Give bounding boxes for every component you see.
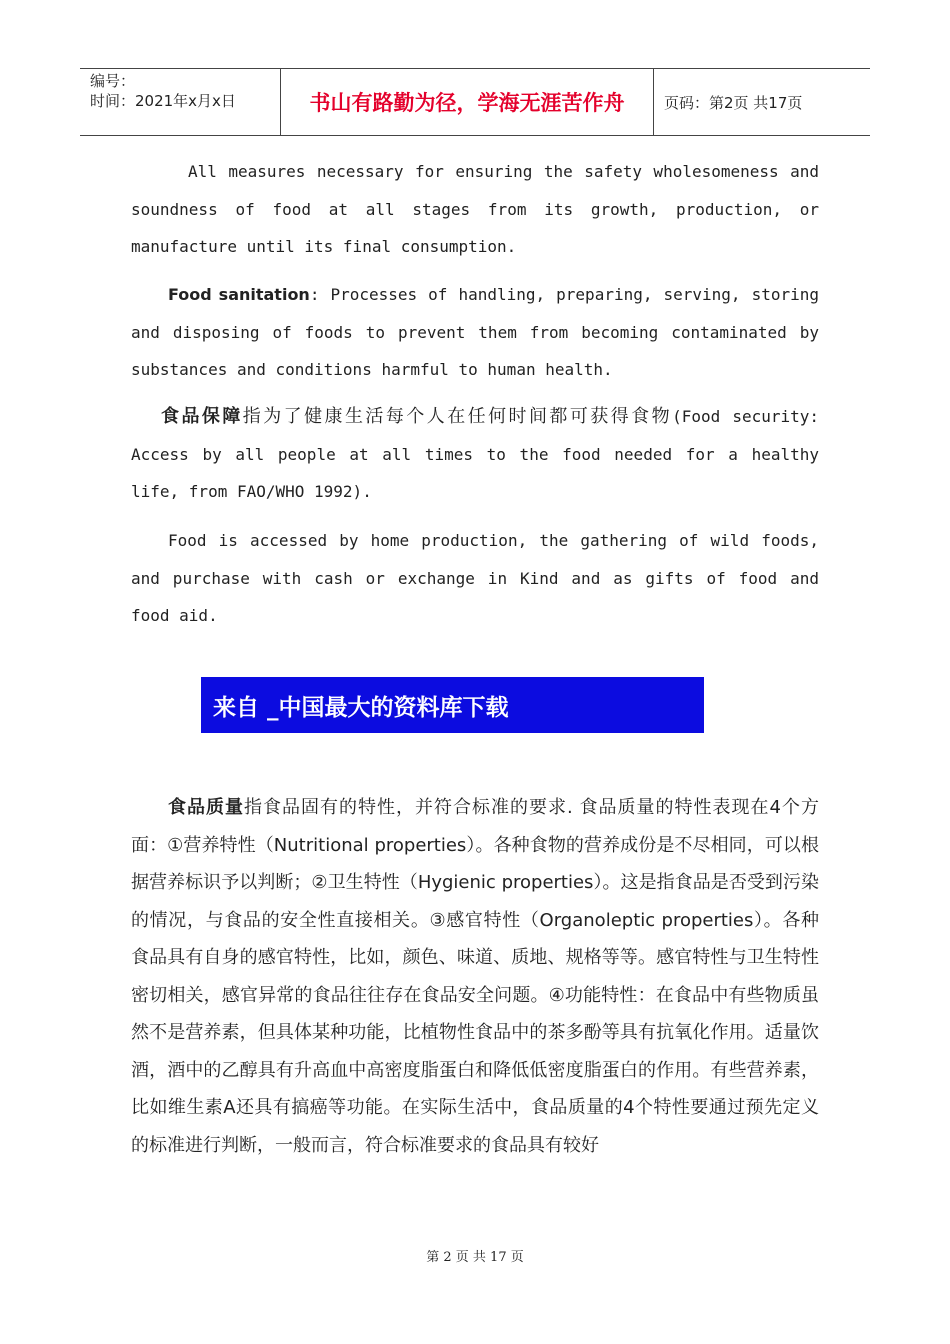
paragraph-food-access: Food is accessed by home production, the gathering of wild foods, and purchase with cash or exchange in Kind and as gifts of food and food aid. (131, 531, 819, 625)
paragraph-food-quality (131, 789, 819, 1164)
time-label: 时间：2021年x月x日 (90, 92, 236, 110)
header-meta (80, 69, 281, 135)
food-sanitation-body: : Processes of handling, preparing, serving, storing and disposing of foods to prevent them from becoming contaminated by substances and conditions harmful to human health. (131, 285, 819, 379)
page-header (80, 68, 870, 136)
header-motto: 书山有路勤为径，学海无涯苦作舟 (281, 69, 654, 135)
food-security-body-cn: 指为了健康生活每个人在任何时间都可获得食物 (242, 406, 673, 427)
term-food-security: 食品保障 (161, 406, 243, 427)
term-food-quality: 食品质量 (168, 797, 245, 818)
serial-label: 编号： (90, 72, 136, 90)
header-page-info: 页码：第2页 共17页 (664, 93, 803, 112)
paragraph-food-safety-definition: All measures necessary for ensuring the safety wholesomeness and soundness of food at all stages from its growth, production, or manufacture until its final consumption. (131, 162, 819, 256)
food-quality-body: 指食品固有的特性，并符合标准的要求. 食品质量的特性表现在4个方面：①营养特性（Nutritional properties）。各种食物的营养成份是不尽相同，可以根据营养标识予以判断；②卫生特性（Hygienic properties）。这是指食品是否受到污染的情况，与食品的安全性直接相关。③感官特性（Organoleptic properties）。各种食品具有自身的感官特性，比如，颜色、味道、质地、规格等等。感官特性与卫生特性密切相关，感官异常的食品往往存在食品安全问题。④功能特性：在食品中有些物质虽然不是营养素，但具体某种功能，比植物性食品中的茶多酚等具有抗氧化作用。适量饮酒，酒中的乙醇具有升高血中高密度脂蛋白和降低低密度脂蛋白的作用。有些营养素，比如维生素A还具有搞癌等功能。在实际生活中，食品质量的4个特性要通过预先定义的标准进行判断，一般而言，符合标准要求的食品具有较好 (131, 797, 819, 1156)
paragraph-food-sanitation (131, 276, 819, 389)
paragraph-food-security (131, 398, 819, 511)
term-food-sanitation: Food sanitation (168, 285, 310, 304)
page-footer: 第 2 页 共 17 页 (426, 1250, 524, 1265)
download-banner: 来自 _中国最大的资料库下载 (201, 677, 704, 733)
food-security-body-en: (Food security: Access by all people at all times to the food needed for a healthy life, from FAO/WHO 1992). (131, 407, 820, 501)
